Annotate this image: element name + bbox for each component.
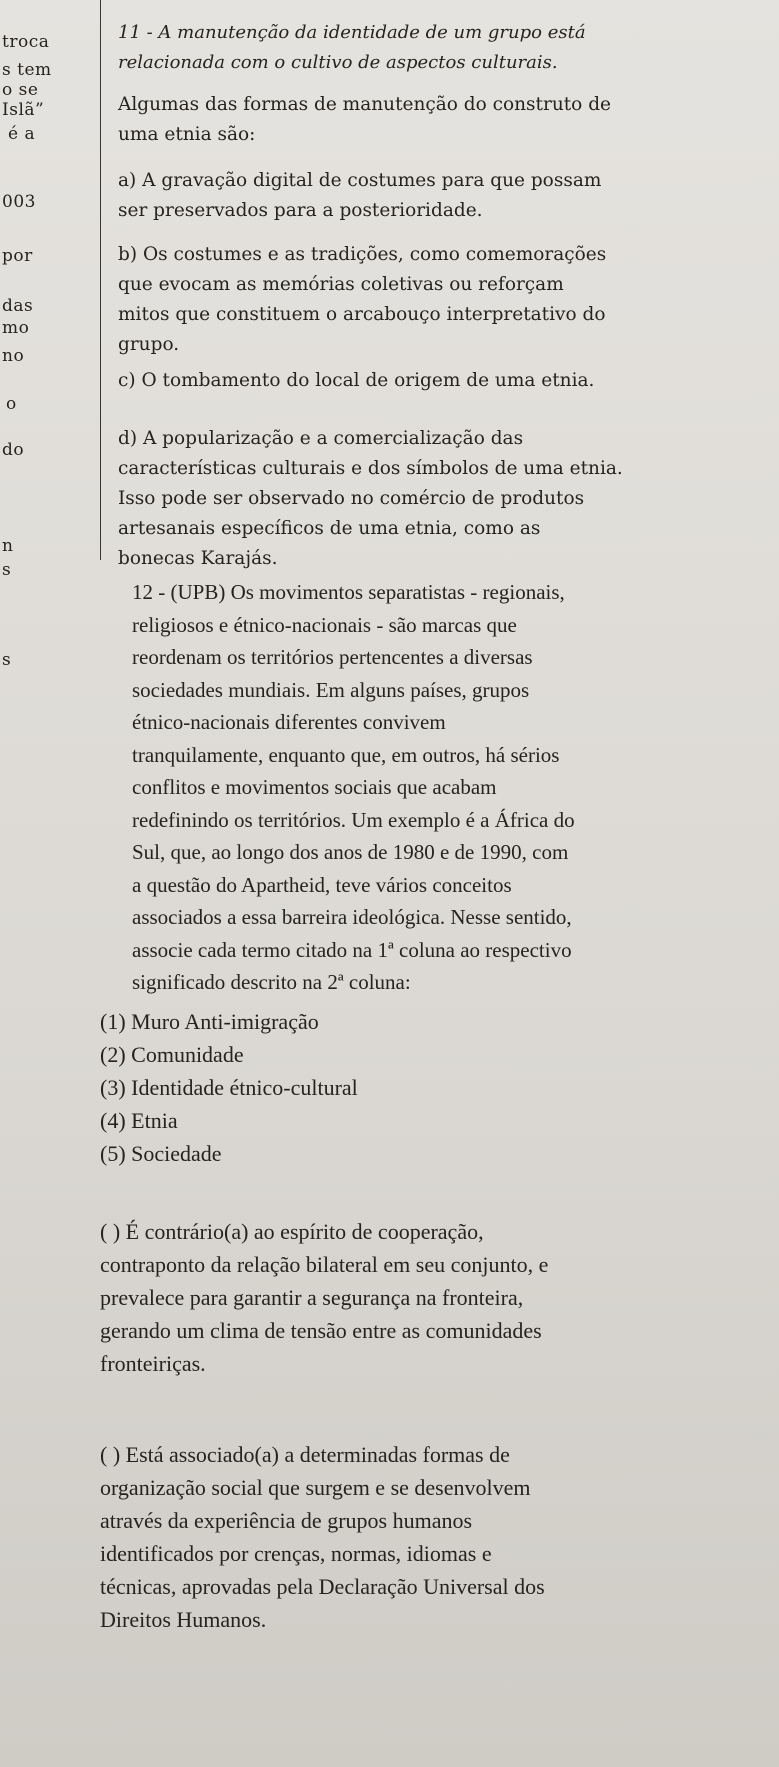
question-12-line: associados a essa barreira ideológica. Nesse sentido, (132, 905, 572, 929)
statement-line: ( ) É contrário(a) ao espírito de cooperação, (100, 1219, 484, 1244)
question-11-line: 11 - A manutenção da identidade de um grupo está (118, 22, 586, 43)
option-line: Isso pode ser observado no comércio de produtos (118, 488, 585, 509)
statement-line: fronteiriças. (100, 1351, 206, 1376)
option-line: d) A popularização e a comercialização das (118, 428, 524, 449)
intro-line: uma etnia são: (118, 124, 256, 145)
question-12-line: redefinindo os territórios. Um exemplo é a África do (132, 807, 575, 832)
statement-line: identificados por crenças, normas, idiomas e (100, 1541, 492, 1566)
fragment: do (2, 440, 25, 460)
question-11-intro (118, 90, 611, 150)
option-line: ser preservados para a posterioridade. (118, 200, 483, 221)
question-12-line: religiosos e étnico-nacionais - são marcas que (132, 612, 517, 637)
statement-line: gerando um clima de tensão entre as comunidades (100, 1318, 542, 1343)
option-line: artesanais específicos de uma etnia, como as (118, 518, 541, 539)
terms-list (100, 1005, 358, 1170)
fragment: mo (2, 318, 30, 338)
statement-line: contraponto da relação bilateral em seu conjunto, e (100, 1252, 549, 1277)
term-item: (2) Comunidade (100, 1042, 244, 1067)
term-item: (4) Etnia (100, 1108, 178, 1133)
option-d (118, 424, 623, 574)
option-line: c) O tombamento do local de origem de uma etnia. (118, 370, 595, 391)
column-divider (100, 0, 101, 560)
option-line: b) Os costumes e as tradições, como comemorações (118, 244, 607, 265)
option-a (118, 166, 601, 226)
statement-line: através da experiência de grupos humanos (100, 1508, 473, 1533)
question-12-line: significado descrito na 2ª coluna: (132, 970, 411, 994)
question-12-line: sociedades mundiais. Em alguns países, grupos (132, 677, 530, 702)
option-line: mitos que constituem o arcabouço interpretativo do (118, 304, 606, 325)
option-line: que evocam as memórias coletivas ou reforçam (118, 274, 564, 295)
option-line: características culturais e dos símbolos de uma etnia. (118, 458, 623, 479)
statement-1 (100, 1215, 772, 1380)
option-line: grupo. (118, 334, 180, 355)
fragment: s (2, 650, 12, 670)
intro-line: Algumas das formas de manutenção do construto de (118, 94, 611, 115)
question-12 (132, 576, 772, 999)
question-11-line: relacionada com o cultivo de aspectos culturais. (118, 52, 558, 73)
option-b (118, 240, 606, 360)
term-item: (1) Muro Anti-imigração (100, 1009, 319, 1034)
statement-line: prevalece para garantir a segurança na fronteira, (100, 1285, 524, 1310)
question-12-line: associe cada termo citado na 1ª coluna ao respectivo (132, 937, 572, 962)
question-12-line: Sul, que, ao longo dos anos de 1980 e de 1990, com (132, 840, 569, 864)
fragment: troca (2, 32, 50, 52)
statement-line: Direitos Humanos. (100, 1607, 267, 1632)
statement-line: ( ) Está associado(a) a determinadas formas de (100, 1442, 510, 1467)
fragment: das (2, 296, 34, 316)
fragment: Islã” (2, 100, 45, 120)
term-item: (5) Sociedade (100, 1141, 222, 1166)
fragment: por (2, 246, 33, 266)
fragment: é a (8, 124, 36, 144)
fragment: o (6, 394, 17, 414)
question-12-line: a questão do Apartheid, teve vários conceitos (132, 872, 512, 897)
statement-line: organização social que surgem e se desenvolvem (100, 1475, 531, 1500)
statement-2 (100, 1438, 772, 1636)
term-item: (3) Identidade étnico-cultural (100, 1075, 358, 1100)
fragment: 003 (2, 192, 36, 212)
question-12-line: étnico-nacionais diferentes convivem (132, 710, 446, 734)
fragment: s (2, 560, 12, 580)
option-line: bonecas Karajás. (118, 548, 278, 569)
question-12-line: reordenam os territórios pertencentes a diversas (132, 645, 533, 669)
option-line: a) A gravação digital de costumes para que possam (118, 170, 602, 191)
fragment: no (2, 346, 25, 366)
question-12-line: conflitos e movimentos sociais que acabam (132, 775, 497, 799)
question-11-header (118, 18, 586, 78)
fragment: s tem (2, 60, 52, 80)
question-12-line: 12 - (UPB) Os movimentos separatistas - regionais, (132, 580, 565, 604)
fragment: n (2, 536, 14, 556)
statement-line: técnicas, aprovadas pela Declaração Universal dos (100, 1574, 545, 1599)
fragment: o se (2, 80, 39, 100)
question-12-line: tranquilamente, enquanto que, em outros, há sérios (132, 742, 560, 767)
option-c (118, 366, 594, 396)
